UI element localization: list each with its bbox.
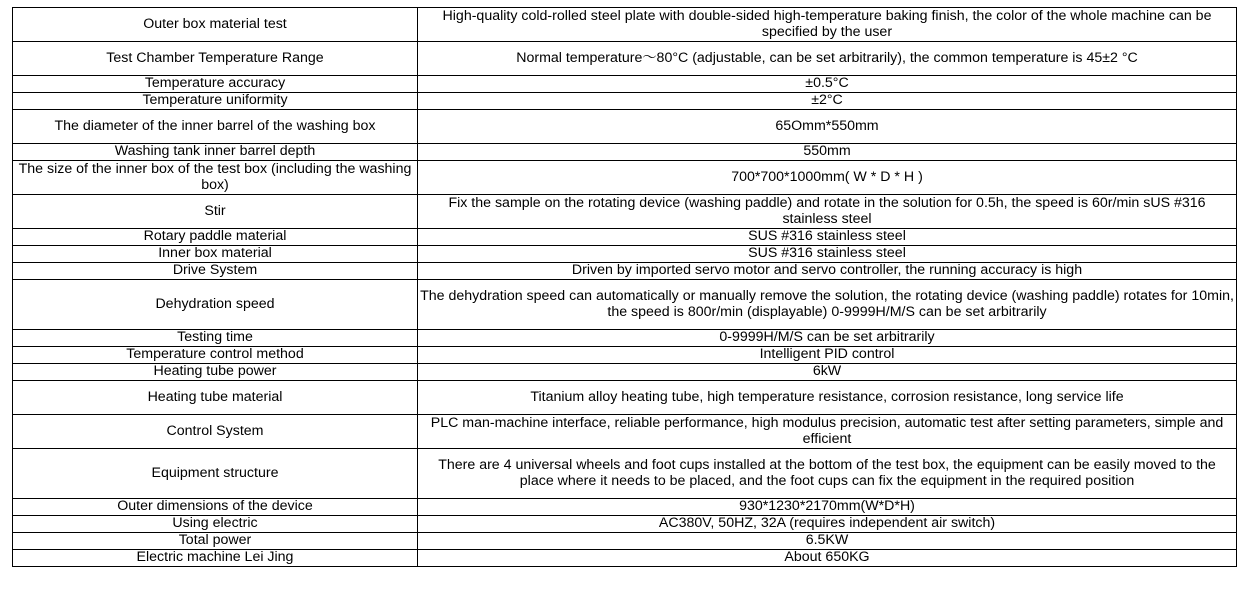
table-row <box>13 263 1237 280</box>
param-cell: Test Chamber Temperature Range <box>13 42 418 76</box>
value-cell: About 650KG <box>418 550 1237 567</box>
param-cell: Stir <box>13 195 418 229</box>
value-cell: SUS #316 stainless steel <box>418 246 1237 263</box>
param-cell: Drive System <box>13 263 418 280</box>
value-cell: PLC man-machine interface, reliable performance, high modulus precision, automatic test after setting parameters, simple and efficient <box>418 415 1237 449</box>
table-row <box>13 8 1237 42</box>
param-cell: Temperature accuracy <box>13 76 418 93</box>
value-cell: Intelligent PID control <box>418 347 1237 364</box>
value-cell: Driven by imported servo motor and servo controller, the running accuracy is high <box>418 263 1237 280</box>
table-row <box>13 229 1237 246</box>
value-cell: The dehydration speed can automatically or manually remove the solution, the rotating device (washing paddle) rotates for 10min, the speed is 800r/min (displayable) 0-9999H/M/S can be set arbitrarily <box>418 280 1237 330</box>
table-row <box>13 144 1237 161</box>
value-cell: 6kW <box>418 364 1237 381</box>
table-row <box>13 76 1237 93</box>
value-cell: High-quality cold-rolled steel plate with double-sided high-temperature baking finish, the color of the whole machine can be specified by the user <box>418 8 1237 42</box>
param-cell: Inner box material <box>13 246 418 263</box>
value-cell: ±0.5°C <box>418 76 1237 93</box>
table-row <box>13 195 1237 229</box>
table-row <box>13 415 1237 449</box>
param-cell: Dehydration speed <box>13 280 418 330</box>
table-row <box>13 161 1237 195</box>
param-cell: Testing time <box>13 330 418 347</box>
value-cell: Normal temperature～80°C (adjustable, can be set arbitrarily), the common temperature is 45±2 °C <box>418 42 1237 76</box>
value-cell: 0-9999H/M/S can be set arbitrarily <box>418 330 1237 347</box>
param-cell: Equipment structure <box>13 449 418 499</box>
param-cell: Washing tank inner barrel depth <box>13 144 418 161</box>
table-row <box>13 347 1237 364</box>
value-cell: AC380V, 50HZ, 32A (requires independent air switch) <box>418 516 1237 533</box>
value-cell: Titanium alloy heating tube, high temperature resistance, corrosion resistance, long service life <box>418 381 1237 415</box>
param-cell: Electric machine Lei Jing <box>13 550 418 567</box>
param-cell: Temperature control method <box>13 347 418 364</box>
value-cell: There are 4 universal wheels and foot cups installed at the bottom of the test box, the equipment can be easily moved to the place where it needs to be placed, and the foot cups can fix the equipment in the required position <box>418 449 1237 499</box>
param-cell: The size of the inner box of the test box (including the washing box) <box>13 161 418 195</box>
value-cell: ±2°C <box>418 93 1237 110</box>
value-cell: 65Omm*550mm <box>418 110 1237 144</box>
table-row <box>13 364 1237 381</box>
param-cell: Heating tube material <box>13 381 418 415</box>
param-cell: Temperature uniformity <box>13 93 418 110</box>
value-cell: Fix the sample on the rotating device (washing paddle) and rotate in the solution for 0.5h, the speed is 60r/min sUS #316 stainless steel <box>418 195 1237 229</box>
param-cell: Outer box material test <box>13 8 418 42</box>
table-row <box>13 280 1237 330</box>
table-row <box>13 516 1237 533</box>
table-row <box>13 550 1237 567</box>
table-row <box>13 449 1237 499</box>
param-cell: Heating tube power <box>13 364 418 381</box>
table-row <box>13 110 1237 144</box>
param-cell: Using electric <box>13 516 418 533</box>
value-cell: 6.5KW <box>418 533 1237 550</box>
table-row <box>13 533 1237 550</box>
param-cell: Total power <box>13 533 418 550</box>
value-cell: 550mm <box>418 144 1237 161</box>
value-cell: 700*700*1000mm( W * D * H ) <box>418 161 1237 195</box>
param-cell: Outer dimensions of the device <box>13 499 418 516</box>
table-row <box>13 246 1237 263</box>
value-cell: 930*1230*2170mm(W*D*H) <box>418 499 1237 516</box>
table-row <box>13 330 1237 347</box>
param-cell: The diameter of the inner barrel of the washing box <box>13 110 418 144</box>
param-cell: Control System <box>13 415 418 449</box>
table-row <box>13 499 1237 516</box>
table-row <box>13 381 1237 415</box>
table-row <box>13 42 1237 76</box>
table-row <box>13 93 1237 110</box>
param-cell: Rotary paddle material <box>13 229 418 246</box>
spec-table <box>12 7 1237 567</box>
value-cell: SUS #316 stainless steel <box>418 229 1237 246</box>
